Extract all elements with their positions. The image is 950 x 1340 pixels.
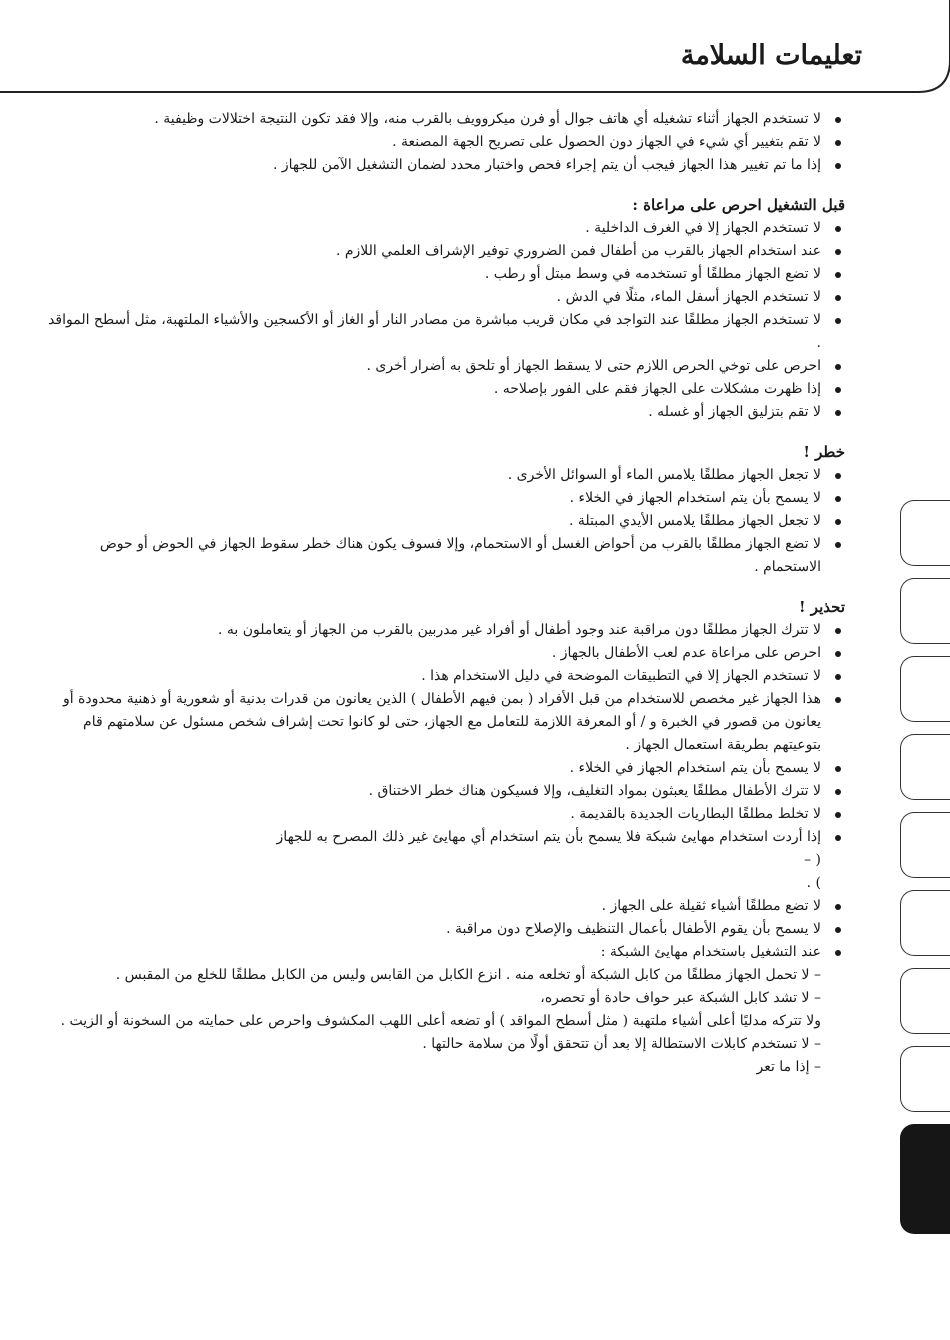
bullet-icon: [835, 789, 841, 795]
warning-list: [45, 619, 845, 849]
section-tab[interactable]: [900, 890, 950, 956]
bullet-icon: [835, 519, 841, 525]
list-item: لا تضع مطلقًا أشياء ثقيلة على الجهاز .: [45, 895, 845, 918]
bullet-icon: [835, 117, 841, 123]
bullet-icon: [835, 318, 841, 324]
list-item: لا تترك الجهاز مطلقًا دون مراقبة عند وجود أطفال أو أفراد غير مدربين بالقرب من الجهاز أو يتعاملون به .: [45, 619, 845, 642]
list-item: عند التشغيل باستخدام مهايئ الشبكة :: [45, 941, 845, 964]
list-item: لا تخلط مطلقًا البطاريات الجديدة بالقديمة .: [45, 803, 845, 826]
bullet-icon: [835, 473, 841, 479]
list-item: عند استخدام الجهاز بالقرب من أطفال فمن الضروري توفير الإشراف العلمي اللازم .: [45, 240, 845, 263]
section-tab-active[interactable]: [900, 1124, 950, 1234]
bullet-icon: [835, 697, 841, 703]
before-operation-section: [45, 193, 845, 424]
section-heading: قبل التشغيل احرص على مراعاة :: [632, 196, 845, 214]
bullet-icon: [835, 766, 841, 772]
list-item: احرص على مراعاة عدم لعب الأطفال بالجهاز .: [45, 642, 845, 665]
list-item: لا تجعل الجهاز مطلقًا يلامس الماء أو السوائل الأخرى .: [45, 464, 845, 487]
dash-item: – إذا ما تعر: [756, 1059, 821, 1075]
list-item: لا تستخدم الجهاز إلا في الغرف الداخلية .: [45, 217, 845, 240]
list-item: لا تضع الجهاز مطلقًا بالقرب من أحواض الغسل أو الاستحمام، وإلا فسوف يكون هناك خطر سقوط الجهاز في الحوض أو حوض الاستحمام .: [45, 533, 845, 579]
list-item: لا يسمح بأن يتم استخدام الجهاز في الخلاء .: [45, 757, 845, 780]
section-heading: تحذير !: [799, 598, 845, 616]
section-tab[interactable]: [900, 968, 950, 1034]
bullet-icon: [835, 835, 841, 841]
list-item: لا تجعل الجهاز مطلقًا يلامس الأيدي المبتلة .: [45, 510, 845, 533]
list-item: لا تقم بتغيير أي شيء في الجهاز دون الحصول على تصريح الجهة المصنعة .: [45, 131, 845, 154]
bullet-icon: [835, 674, 841, 680]
list-item: إذا ظهرت مشكلات على الجهاز فقم على الفور بإصلاحه .: [45, 378, 845, 401]
dash-item: – لا تشد كابل الشبكة عبر حواف حادة أو تحصره،: [540, 990, 821, 1006]
dash-item: ولا تتركه مدليًا أعلى أشياء ملتهبة ( مثل أسطح المواقد ) أو تضعه أعلى اللهب المكشوف واحرص على حمايته من السخونة أو الزيت .: [60, 1013, 821, 1029]
bullet-icon: [835, 904, 841, 910]
list-item: هذا الجهاز غير مخصص للاستخدام من قبل الأفراد ( بمن فيهم الأطفال ) الذين يعانون من قدرات بدنية أو شعورية أو ذهنية محدودة أو يعانون من قصور في الخبرة و / أو المعرفة اللازمة للتعامل مع الجهاز، حتى لو كانوا تحت إشراف شخص مسئول عن سلامتهم قام بتوعيتهم بطريقة استعمال الجهاز .: [45, 688, 845, 757]
bullet-icon: [835, 927, 841, 933]
bullet-icon: [835, 249, 841, 255]
list-item: إذا ما تم تغيير هذا الجهاز فيجب أن يتم إجراء فحص واختبار محدد لضمان التشغيل الآمن للجهاز .: [45, 154, 845, 177]
list-item: لا تضع الجهاز مطلقًا أو تستخدمه في وسط مبتل أو رطب .: [45, 263, 845, 286]
bullet-icon: [835, 295, 841, 301]
list-item: لا تستخدم الجهاز أثناء تشغيله أي هاتف جوال أو فرن ميكروويف بالقرب منه، وإلا فقد تكون النتيجة اختلالات وظيفية .: [45, 108, 845, 131]
bullet-icon: [835, 226, 841, 232]
dash-item: – لا تستخدم كابلات الاستطالة إلا بعد أن تتحقق أولًا من سلامة حالتها .: [422, 1036, 821, 1052]
intro-section: [45, 108, 845, 177]
list-item: لا تستخدم الجهاز إلا في التطبيقات الموضحة في دليل الاستخدام هذا .: [45, 665, 845, 688]
bullet-icon: [835, 496, 841, 502]
bullet-icon: [835, 387, 841, 393]
section-tabs: [900, 500, 950, 1240]
danger-section: [45, 440, 845, 579]
before-operation-list: [45, 217, 845, 424]
bullet-icon: [835, 651, 841, 657]
section-tab[interactable]: [900, 656, 950, 722]
warning-list-continued: [45, 895, 845, 964]
warning-section: [45, 595, 845, 1079]
dash-item: – لا تحمل الجهاز مطلقًا من كابل الشبكة أو تخلعه منه . انزع الكابل من القابس وليس من الكابل مطلقًا للخلع من المقبس .: [115, 967, 821, 983]
list-item: لا يسمح بأن يتم استخدام الجهاز في الخلاء .: [45, 487, 845, 510]
bullet-icon: [835, 542, 841, 548]
section-heading: خطر !: [803, 443, 845, 461]
section-tab[interactable]: [900, 578, 950, 644]
page-title: تعليمات السلامة: [680, 40, 862, 71]
bullet-icon: [835, 364, 841, 370]
bullet-icon: [835, 163, 841, 169]
list-item: لا تقم بتزليق الجهاز أو غسله .: [45, 401, 845, 424]
bullet-icon: [835, 812, 841, 818]
section-tab[interactable]: [900, 734, 950, 800]
list-item: لا تستخدم الجهاز أسفل الماء، مثلًا في الدش .: [45, 286, 845, 309]
list-item: احرص على توخي الحرص اللازم حتى لا يسقط الجهاز أو تلحق به أضرار أخرى .: [45, 355, 845, 378]
section-tab[interactable]: [900, 500, 950, 566]
content: [45, 108, 845, 1095]
adapter-gap-line: ) .: [806, 875, 821, 891]
bullet-icon: [835, 950, 841, 956]
section-tab[interactable]: [900, 812, 950, 878]
bullet-icon: [835, 410, 841, 416]
list-item: لا تترك الأطفال مطلقًا يعبثون بمواد التغليف، وإلا فسيكون هناك خطر الاختناق .: [45, 780, 845, 803]
adapter-gap-line: ( –: [804, 852, 821, 868]
list-item: لا يسمح بأن يقوم الأطفال بأعمال التنظيف والإصلاح دون مراقبة .: [45, 918, 845, 941]
section-tab[interactable]: [900, 1046, 950, 1112]
danger-list: [45, 464, 845, 579]
bullet-icon: [835, 628, 841, 634]
intro-list: [45, 108, 845, 177]
bullet-icon: [835, 272, 841, 278]
bullet-icon: [835, 140, 841, 146]
list-item: لا تستخدم الجهاز مطلقًا عند التواجد في مكان قريب مباشرة من مصادر النار أو الغاز أو الأكسجين والأشياء الملتهبة، مثل أسطح المواقد .: [45, 309, 845, 355]
list-item: إذا أردت استخدام مهايئ شبكة فلا يسمح بأن يتم استخدام أي مهايئ غير ذلك المصرح به للجهاز: [45, 826, 845, 849]
